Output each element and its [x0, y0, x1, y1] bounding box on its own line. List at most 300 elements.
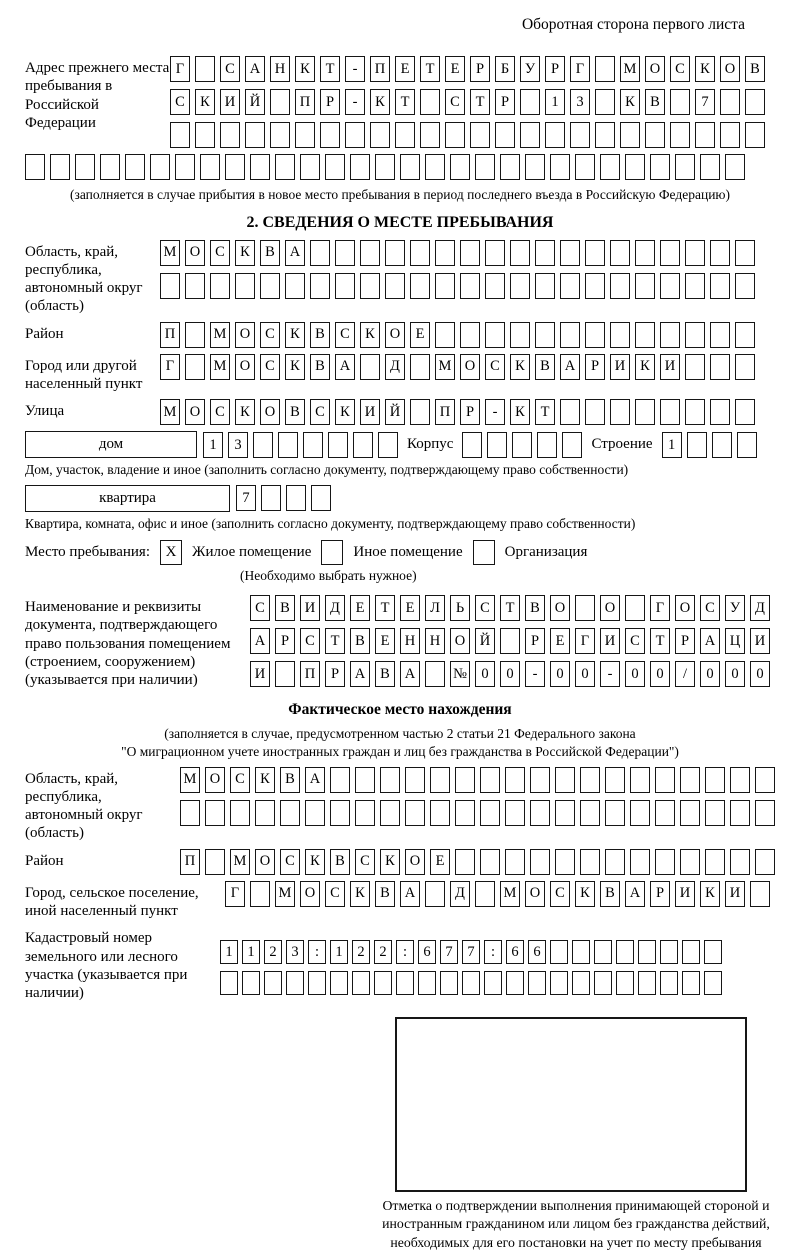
char-cell[interactable]	[625, 595, 645, 621]
char-cell[interactable]: И	[360, 399, 380, 425]
char-cell[interactable]	[485, 322, 505, 348]
char-cell[interactable]	[210, 273, 230, 299]
char-cell[interactable]	[261, 485, 281, 511]
char-cell[interactable]: Р	[275, 628, 295, 654]
char-cell[interactable]: Т	[375, 595, 395, 621]
char-cell[interactable]: И	[600, 628, 620, 654]
char-cell[interactable]	[242, 971, 260, 995]
char-cell[interactable]: С	[550, 881, 570, 907]
char-cell[interactable]: К	[575, 881, 595, 907]
char-cell[interactable]	[370, 122, 390, 148]
char-cell[interactable]: -	[345, 89, 365, 115]
char-cell[interactable]: К	[350, 881, 370, 907]
char-cell[interactable]: Г	[160, 354, 180, 380]
char-cell[interactable]: С	[280, 849, 300, 875]
char-cell[interactable]	[455, 767, 475, 793]
char-cell[interactable]: К	[235, 240, 255, 266]
char-cell[interactable]	[655, 849, 675, 875]
char-cell[interactable]: 2	[352, 940, 370, 964]
char-cell[interactable]	[705, 800, 725, 826]
char-cell[interactable]: А	[400, 881, 420, 907]
char-cell[interactable]: К	[700, 881, 720, 907]
char-cell[interactable]: М	[210, 354, 230, 380]
char-cell[interactable]	[230, 800, 250, 826]
char-cell[interactable]	[410, 273, 430, 299]
char-cell[interactable]: П	[435, 399, 455, 425]
char-cell[interactable]	[537, 432, 557, 458]
char-cell[interactable]	[480, 800, 500, 826]
char-cell[interactable]: Е	[350, 595, 370, 621]
char-cell[interactable]	[260, 273, 280, 299]
char-cell[interactable]: С	[220, 56, 240, 82]
char-cell[interactable]	[505, 767, 525, 793]
char-cell[interactable]: А	[335, 354, 355, 380]
char-cell[interactable]	[670, 122, 690, 148]
char-cell[interactable]: У	[520, 56, 540, 82]
char-cell[interactable]: В	[260, 240, 280, 266]
char-cell[interactable]	[720, 122, 740, 148]
char-cell[interactable]: Г	[170, 56, 190, 82]
char-cell[interactable]	[405, 800, 425, 826]
char-cell[interactable]	[185, 273, 205, 299]
char-cell[interactable]: К	[285, 322, 305, 348]
char-cell[interactable]	[638, 940, 656, 964]
char-cell[interactable]	[680, 800, 700, 826]
char-cell[interactable]	[410, 354, 430, 380]
char-cell[interactable]	[685, 322, 705, 348]
char-cell[interactable]	[530, 767, 550, 793]
char-cell[interactable]: У	[725, 595, 745, 621]
char-cell[interactable]: В	[535, 354, 555, 380]
char-cell[interactable]	[455, 849, 475, 875]
char-cell[interactable]: -	[345, 56, 365, 82]
char-cell[interactable]: О	[600, 595, 620, 621]
char-cell[interactable]	[735, 322, 755, 348]
char-cell[interactable]	[645, 122, 665, 148]
char-cell[interactable]	[264, 971, 282, 995]
char-cell[interactable]	[425, 661, 445, 687]
char-cell[interactable]	[325, 154, 345, 180]
char-cell[interactable]	[440, 971, 458, 995]
char-cell[interactable]	[310, 240, 330, 266]
char-cell[interactable]	[485, 240, 505, 266]
char-cell[interactable]	[610, 322, 630, 348]
char-cell[interactable]	[150, 154, 170, 180]
char-cell[interactable]: Т	[650, 628, 670, 654]
char-cell[interactable]	[286, 485, 306, 511]
char-cell[interactable]	[380, 800, 400, 826]
char-cell[interactable]	[420, 122, 440, 148]
char-cell[interactable]: О	[255, 849, 275, 875]
char-cell[interactable]	[712, 432, 732, 458]
char-cell[interactable]	[500, 628, 520, 654]
char-cell[interactable]	[680, 767, 700, 793]
char-cell[interactable]: А	[625, 881, 645, 907]
char-cell[interactable]: С	[355, 849, 375, 875]
char-cell[interactable]	[660, 322, 680, 348]
char-cell[interactable]: Т	[470, 89, 490, 115]
char-cell[interactable]	[330, 971, 348, 995]
char-cell[interactable]	[755, 767, 775, 793]
char-cell[interactable]	[685, 354, 705, 380]
char-cell[interactable]	[528, 971, 546, 995]
char-cell[interactable]	[385, 273, 405, 299]
char-cell[interactable]	[385, 240, 405, 266]
char-cell[interactable]	[475, 154, 495, 180]
char-cell[interactable]: М	[275, 881, 295, 907]
char-cell[interactable]: О	[185, 240, 205, 266]
char-cell[interactable]: Т	[320, 56, 340, 82]
char-cell[interactable]	[605, 800, 625, 826]
char-cell[interactable]	[311, 485, 331, 511]
char-cell[interactable]: С	[310, 399, 330, 425]
char-cell[interactable]: 0	[500, 661, 520, 687]
char-cell[interactable]: С	[475, 595, 495, 621]
char-cell[interactable]: М	[620, 56, 640, 82]
char-cell[interactable]	[170, 122, 190, 148]
char-cell[interactable]: 7	[695, 89, 715, 115]
char-cell[interactable]	[555, 800, 575, 826]
char-cell[interactable]: О	[185, 399, 205, 425]
char-cell[interactable]	[555, 849, 575, 875]
char-cell[interactable]: :	[308, 940, 326, 964]
char-cell[interactable]	[555, 767, 575, 793]
char-cell[interactable]: Д	[450, 881, 470, 907]
char-cell[interactable]: 7	[462, 940, 480, 964]
char-cell[interactable]: Д	[325, 595, 345, 621]
char-cell[interactable]: Р	[585, 354, 605, 380]
char-cell[interactable]	[450, 154, 470, 180]
char-cell[interactable]: О	[720, 56, 740, 82]
char-cell[interactable]: 3	[570, 89, 590, 115]
char-cell[interactable]: 1	[330, 940, 348, 964]
char-cell[interactable]	[330, 767, 350, 793]
char-cell[interactable]	[520, 89, 540, 115]
char-cell[interactable]: Н	[425, 628, 445, 654]
char-cell[interactable]	[535, 240, 555, 266]
char-cell[interactable]: В	[525, 595, 545, 621]
char-cell[interactable]: К	[695, 56, 715, 82]
char-cell[interactable]	[635, 322, 655, 348]
char-cell[interactable]	[185, 354, 205, 380]
char-cell[interactable]	[487, 432, 507, 458]
char-cell[interactable]	[560, 399, 580, 425]
char-cell[interactable]: Е	[375, 628, 395, 654]
char-cell[interactable]	[235, 273, 255, 299]
char-cell[interactable]: 2	[264, 940, 282, 964]
char-cell[interactable]	[205, 800, 225, 826]
char-cell[interactable]	[550, 971, 568, 995]
char-cell[interactable]	[530, 849, 550, 875]
char-cell[interactable]: И	[610, 354, 630, 380]
char-cell[interactable]: 1	[662, 432, 682, 458]
char-cell[interactable]	[560, 240, 580, 266]
char-cell[interactable]	[687, 432, 707, 458]
char-cell[interactable]: К	[235, 399, 255, 425]
char-cell[interactable]	[730, 800, 750, 826]
char-cell[interactable]	[410, 240, 430, 266]
char-cell[interactable]	[737, 432, 757, 458]
char-cell[interactable]	[485, 273, 505, 299]
char-cell[interactable]: Р	[675, 628, 695, 654]
char-cell[interactable]: К	[335, 399, 355, 425]
char-cell[interactable]: 0	[725, 661, 745, 687]
char-cell[interactable]: 6	[528, 940, 546, 964]
char-cell[interactable]	[462, 971, 480, 995]
char-cell[interactable]: Р	[320, 89, 340, 115]
char-cell[interactable]	[735, 273, 755, 299]
char-cell[interactable]	[505, 849, 525, 875]
char-cell[interactable]: Г	[650, 595, 670, 621]
char-cell[interactable]: О	[550, 595, 570, 621]
char-cell[interactable]	[510, 240, 530, 266]
char-cell[interactable]	[295, 122, 315, 148]
house-type-box[interactable]: дом	[25, 431, 197, 458]
char-cell[interactable]	[505, 800, 525, 826]
char-cell[interactable]	[460, 273, 480, 299]
char-cell[interactable]: 1	[220, 940, 238, 964]
char-cell[interactable]	[655, 800, 675, 826]
char-cell[interactable]: В	[275, 595, 295, 621]
char-cell[interactable]: -	[485, 399, 505, 425]
char-cell[interactable]	[350, 154, 370, 180]
char-cell[interactable]: Е	[395, 56, 415, 82]
char-cell[interactable]	[595, 56, 615, 82]
char-cell[interactable]	[470, 122, 490, 148]
char-cell[interactable]: Р	[470, 56, 490, 82]
char-cell[interactable]: 3	[228, 432, 248, 458]
char-cell[interactable]: С	[700, 595, 720, 621]
char-cell[interactable]	[435, 273, 455, 299]
char-cell[interactable]	[185, 322, 205, 348]
char-cell[interactable]	[685, 240, 705, 266]
char-cell[interactable]	[400, 154, 420, 180]
char-cell[interactable]: И	[250, 661, 270, 687]
char-cell[interactable]	[335, 273, 355, 299]
char-cell[interactable]: Р	[525, 628, 545, 654]
char-cell[interactable]: Й	[475, 628, 495, 654]
char-cell[interactable]	[570, 122, 590, 148]
char-cell[interactable]: М	[435, 354, 455, 380]
char-cell[interactable]	[410, 399, 430, 425]
char-cell[interactable]	[380, 767, 400, 793]
char-cell[interactable]	[682, 940, 700, 964]
char-cell[interactable]	[330, 800, 350, 826]
char-cell[interactable]: О	[525, 881, 545, 907]
char-cell[interactable]	[280, 800, 300, 826]
char-cell[interactable]: А	[700, 628, 720, 654]
char-cell[interactable]	[585, 322, 605, 348]
char-cell[interactable]: 0	[550, 661, 570, 687]
char-cell[interactable]: Б	[495, 56, 515, 82]
char-cell[interactable]	[695, 122, 715, 148]
char-cell[interactable]: И	[750, 628, 770, 654]
char-cell[interactable]	[220, 971, 238, 995]
char-cell[interactable]: 0	[625, 661, 645, 687]
char-cell[interactable]	[670, 89, 690, 115]
char-cell[interactable]: -	[600, 661, 620, 687]
char-cell[interactable]	[660, 240, 680, 266]
char-cell[interactable]	[395, 122, 415, 148]
char-cell[interactable]	[630, 767, 650, 793]
char-cell[interactable]	[745, 89, 765, 115]
char-cell[interactable]	[755, 849, 775, 875]
char-cell[interactable]: С	[260, 354, 280, 380]
char-cell[interactable]: К	[635, 354, 655, 380]
char-cell[interactable]	[320, 122, 340, 148]
char-cell[interactable]: К	[305, 849, 325, 875]
char-cell[interactable]	[50, 154, 70, 180]
char-cell[interactable]	[278, 432, 298, 458]
char-cell[interactable]	[550, 940, 568, 964]
char-cell[interactable]	[460, 322, 480, 348]
char-cell[interactable]: Е	[410, 322, 430, 348]
checkbox-other-premises[interactable]	[321, 540, 343, 565]
char-cell[interactable]	[303, 432, 323, 458]
char-cell[interactable]: Н	[400, 628, 420, 654]
char-cell[interactable]: Ь	[450, 595, 470, 621]
char-cell[interactable]	[720, 89, 740, 115]
char-cell[interactable]: Т	[325, 628, 345, 654]
char-cell[interactable]: Р	[650, 881, 670, 907]
char-cell[interactable]: Г	[575, 628, 595, 654]
char-cell[interactable]	[480, 849, 500, 875]
char-cell[interactable]	[572, 940, 590, 964]
char-cell[interactable]: А	[400, 661, 420, 687]
char-cell[interactable]	[585, 273, 605, 299]
char-cell[interactable]	[735, 240, 755, 266]
char-cell[interactable]: К	[370, 89, 390, 115]
char-cell[interactable]	[635, 273, 655, 299]
char-cell[interactable]	[100, 154, 120, 180]
char-cell[interactable]: П	[300, 661, 320, 687]
char-cell[interactable]: :	[484, 940, 502, 964]
char-cell[interactable]	[580, 800, 600, 826]
char-cell[interactable]: /	[675, 661, 695, 687]
char-cell[interactable]	[730, 849, 750, 875]
char-cell[interactable]	[635, 240, 655, 266]
checkbox-residential[interactable]: X	[160, 540, 182, 565]
char-cell[interactable]	[735, 354, 755, 380]
char-cell[interactable]: В	[375, 661, 395, 687]
char-cell[interactable]: О	[260, 399, 280, 425]
char-cell[interactable]: О	[645, 56, 665, 82]
char-cell[interactable]: Е	[400, 595, 420, 621]
char-cell[interactable]: №	[450, 661, 470, 687]
char-cell[interactable]: 1	[545, 89, 565, 115]
char-cell[interactable]	[682, 971, 700, 995]
char-cell[interactable]	[575, 154, 595, 180]
char-cell[interactable]: Р	[460, 399, 480, 425]
char-cell[interactable]: 0	[650, 661, 670, 687]
char-cell[interactable]: Ц	[725, 628, 745, 654]
char-cell[interactable]	[705, 767, 725, 793]
char-cell[interactable]	[378, 432, 398, 458]
char-cell[interactable]: 6	[418, 940, 436, 964]
char-cell[interactable]: И	[675, 881, 695, 907]
char-cell[interactable]	[250, 154, 270, 180]
char-cell[interactable]	[595, 89, 615, 115]
char-cell[interactable]	[745, 122, 765, 148]
char-cell[interactable]	[575, 595, 595, 621]
char-cell[interactable]: Е	[445, 56, 465, 82]
char-cell[interactable]	[545, 122, 565, 148]
char-cell[interactable]	[475, 881, 495, 907]
char-cell[interactable]	[418, 971, 436, 995]
char-cell[interactable]: К	[380, 849, 400, 875]
char-cell[interactable]	[660, 273, 680, 299]
char-cell[interactable]: А	[245, 56, 265, 82]
char-cell[interactable]: К	[295, 56, 315, 82]
char-cell[interactable]: Й	[245, 89, 265, 115]
char-cell[interactable]	[704, 940, 722, 964]
char-cell[interactable]	[616, 940, 634, 964]
char-cell[interactable]: :	[396, 940, 414, 964]
char-cell[interactable]	[610, 240, 630, 266]
char-cell[interactable]	[710, 240, 730, 266]
char-cell[interactable]: С	[325, 881, 345, 907]
char-cell[interactable]	[300, 154, 320, 180]
char-cell[interactable]	[396, 971, 414, 995]
char-cell[interactable]: И	[220, 89, 240, 115]
char-cell[interactable]	[308, 971, 326, 995]
char-cell[interactable]	[594, 940, 612, 964]
char-cell[interactable]	[495, 122, 515, 148]
char-cell[interactable]: 2	[374, 940, 392, 964]
char-cell[interactable]	[462, 432, 482, 458]
char-cell[interactable]: В	[600, 881, 620, 907]
char-cell[interactable]: К	[195, 89, 215, 115]
char-cell[interactable]: 3	[286, 940, 304, 964]
char-cell[interactable]: А	[305, 767, 325, 793]
char-cell[interactable]	[305, 800, 325, 826]
char-cell[interactable]	[270, 89, 290, 115]
char-cell[interactable]: Т	[420, 56, 440, 82]
char-cell[interactable]: В	[375, 881, 395, 907]
char-cell[interactable]	[225, 154, 245, 180]
char-cell[interactable]: 0	[750, 661, 770, 687]
char-cell[interactable]	[405, 767, 425, 793]
char-cell[interactable]	[675, 154, 695, 180]
char-cell[interactable]: Е	[550, 628, 570, 654]
char-cell[interactable]: М	[160, 240, 180, 266]
char-cell[interactable]	[205, 849, 225, 875]
char-cell[interactable]	[660, 940, 678, 964]
char-cell[interactable]	[360, 240, 380, 266]
char-cell[interactable]	[435, 240, 455, 266]
char-cell[interactable]	[430, 767, 450, 793]
checkbox-organization[interactable]	[473, 540, 495, 565]
char-cell[interactable]	[275, 154, 295, 180]
char-cell[interactable]: 6	[506, 940, 524, 964]
char-cell[interactable]	[704, 971, 722, 995]
char-cell[interactable]: А	[250, 628, 270, 654]
char-cell[interactable]	[430, 800, 450, 826]
char-cell[interactable]	[360, 273, 380, 299]
char-cell[interactable]: 7	[440, 940, 458, 964]
char-cell[interactable]	[175, 154, 195, 180]
char-cell[interactable]	[355, 800, 375, 826]
char-cell[interactable]: М	[160, 399, 180, 425]
char-cell[interactable]	[630, 800, 650, 826]
char-cell[interactable]	[710, 354, 730, 380]
char-cell[interactable]	[638, 971, 656, 995]
char-cell[interactable]	[735, 399, 755, 425]
char-cell[interactable]	[195, 56, 215, 82]
char-cell[interactable]	[345, 122, 365, 148]
char-cell[interactable]	[360, 354, 380, 380]
char-cell[interactable]	[680, 849, 700, 875]
